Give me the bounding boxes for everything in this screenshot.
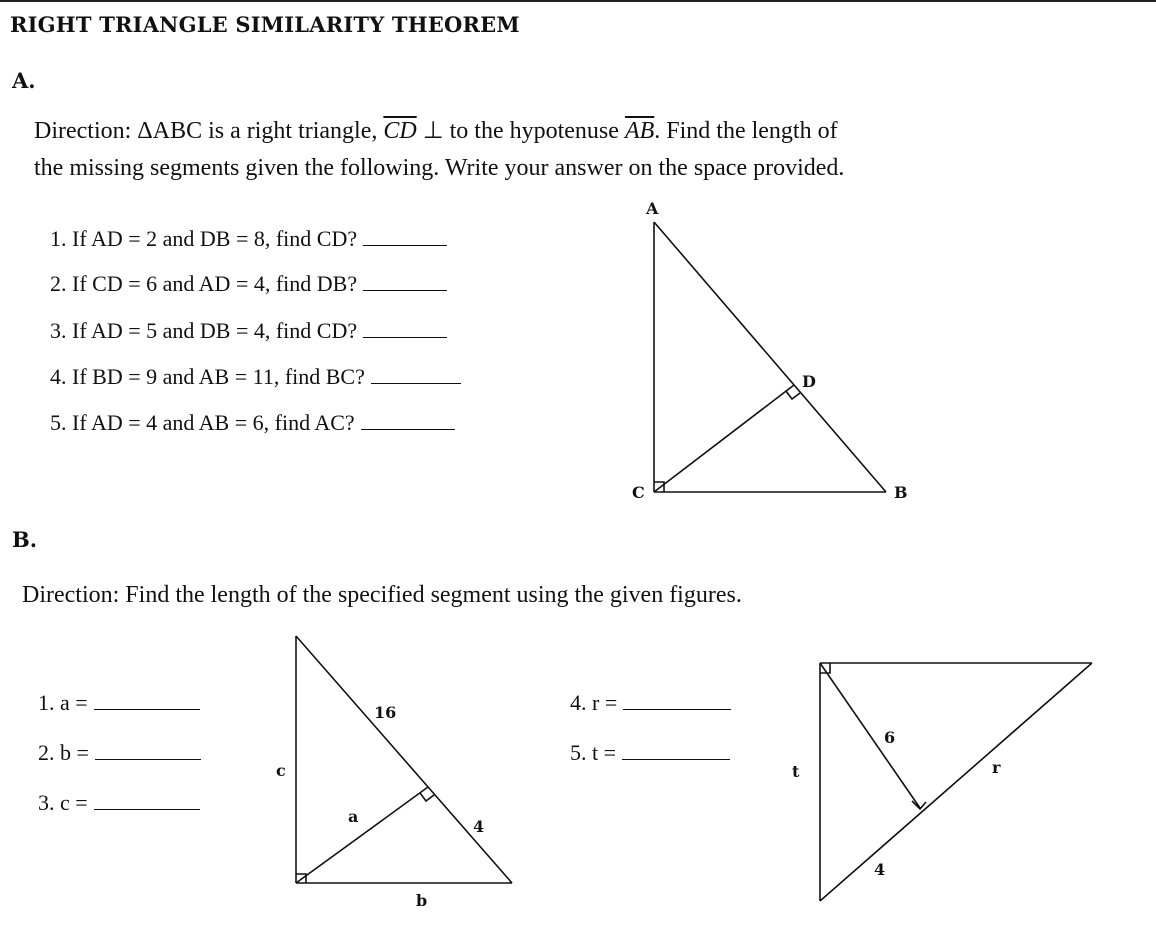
answer-blank-a2[interactable]	[363, 272, 447, 291]
vertex-a-label: A	[646, 199, 659, 218]
answer-blank-b2[interactable]	[95, 741, 201, 760]
label-r: r	[992, 758, 1001, 777]
answer-blank-b4[interactable]	[623, 691, 731, 710]
segment-cd: $\overline{CD}$	[383, 118, 417, 144]
label-c: c	[276, 761, 286, 780]
question-b5	[570, 740, 730, 766]
section-a-direction-line2: the missing segments given the following. Write your answer on the space provided.	[34, 155, 845, 181]
label-4-left: 4	[473, 817, 485, 836]
answer-blank-a4[interactable]	[371, 365, 461, 384]
question-b2	[38, 740, 201, 766]
vertex-c-label: C	[632, 483, 645, 502]
direction-a-suffix: . Find the length of	[654, 118, 838, 144]
question-a5-text: 5. If AD = 4 and AB = 6, find AC?	[50, 410, 355, 435]
question-a1	[50, 226, 447, 252]
vertex-b-label: B	[894, 483, 908, 502]
question-a3	[50, 318, 447, 344]
question-b1-text: 1. a =	[38, 690, 88, 715]
segment-ab: $\overline{AB}$	[624, 118, 655, 144]
figure-triangle-abc	[600, 190, 930, 510]
question-b4-text: 4. r =	[570, 690, 618, 715]
question-a1-text: 1. If AD = 2 and DB = 8, find CD?	[50, 226, 358, 251]
question-b4	[570, 690, 731, 716]
question-b3-text: 3. c =	[38, 790, 88, 815]
answer-blank-a3[interactable]	[363, 319, 447, 338]
section-a-direction-line1	[34, 113, 838, 150]
figure-b-left-triangle	[260, 630, 530, 920]
label-b: b	[416, 891, 428, 910]
direction-a-perp: ⊥ to the hypotenuse	[416, 118, 625, 144]
question-b1	[38, 690, 200, 716]
answer-blank-a5[interactable]	[361, 411, 455, 430]
question-a4	[50, 364, 461, 390]
question-b3	[38, 790, 200, 816]
figure-b-right-triangle	[780, 655, 1110, 915]
direction-a-prefix: Direction: ΔABC is a right triangle,	[34, 118, 384, 144]
question-b2-text: 2. b =	[38, 740, 89, 765]
question-b5-text: 5. t =	[570, 740, 617, 765]
top-rule	[0, 0, 1156, 2]
label-a: a	[348, 807, 359, 826]
question-a2-text: 2. If CD = 6 and AD = 4, find DB?	[50, 271, 358, 296]
answer-blank-b5[interactable]	[622, 741, 730, 760]
label-6: 6	[884, 728, 896, 747]
section-a-label: A.	[12, 68, 36, 93]
question-a3-text: 3. If AD = 5 and DB = 4, find CD?	[50, 318, 358, 343]
label-4-right: 4	[874, 860, 886, 879]
question-a5	[50, 410, 455, 436]
question-a4-text: 4. If BD = 9 and AB = 11, find BC?	[50, 364, 365, 389]
page-title: RIGHT TRIANGLE SIMILARITY THEOREM	[10, 12, 520, 37]
question-a2	[50, 271, 447, 297]
label-t: t	[792, 762, 800, 781]
vertex-d-label: D	[802, 372, 816, 391]
answer-blank-a1[interactable]	[363, 227, 447, 246]
answer-blank-b3[interactable]	[94, 791, 200, 810]
section-b-direction: Direction: Find the length of the specified segment using the given figures.	[22, 582, 742, 608]
section-b-label: B.	[12, 527, 38, 552]
answer-blank-b1[interactable]	[94, 691, 200, 710]
label-16: 16	[374, 703, 397, 722]
